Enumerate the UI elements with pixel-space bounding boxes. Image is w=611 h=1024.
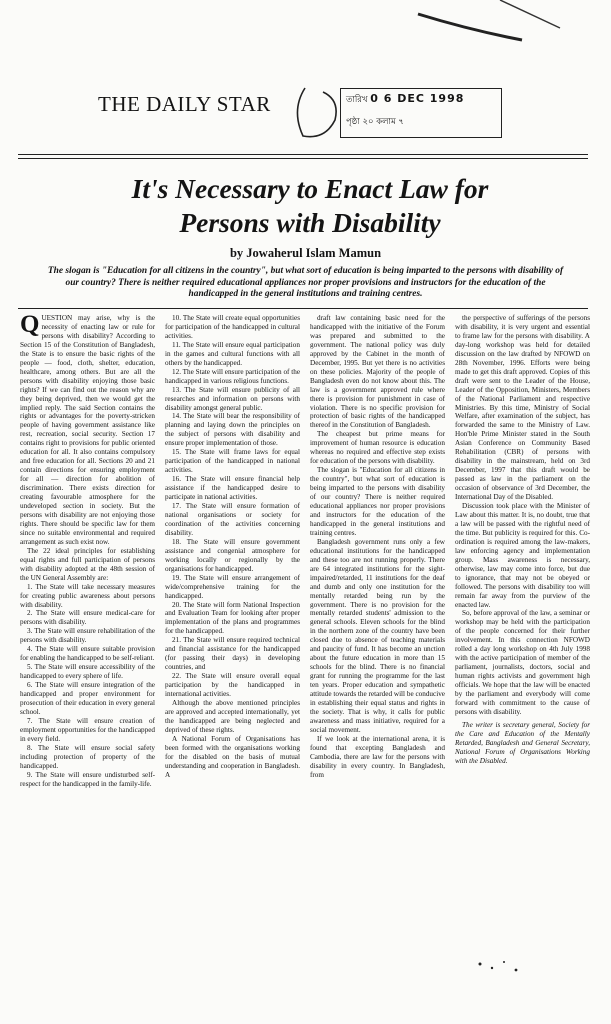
- article-paragraph: 14. The State will bear the responsibility of planning and laying down the principles on the subject of persons with disability and ensure proper implementation of those.: [165, 412, 300, 448]
- article-paragraph: The cheapest but prime means for improvement of human resource is education whereas no required and effective step exists for education of the persons with disability.: [310, 430, 445, 466]
- article-standfirst: The slogan is "Education for all citizens in the country", but what sort of education is being imparted to the persons with disability of our country? There is neither required educational appliances nor proper provisions and instructors for the education of the handicapped in the general institutions and training centres.: [47, 266, 564, 300]
- article-paragraph: 11. The State will ensure equal participation in the games and cultural functions with all others by the handicapped.: [165, 340, 300, 367]
- article-paragraph: Although the above mentioned principles are approved and accepted internationally, yet the handicapped are being neglected and deprived of these rights.: [165, 698, 300, 734]
- headline-line-2: Persons with Disability: [179, 207, 441, 238]
- newspaper-masthead: THE DAILY STAR: [98, 92, 271, 116]
- article-paragraph: So, before approval of the law, a seminar or workshop may be held with the participation of the people concerned for their further involvement. In this connection NFOWD rolled a day long workshop on 4th July 1998 with the active participation of member of the parliament, journalists, doctors, social and human rights activists and government high officials. We hope that the law will be enacted by the parliament and everybody will come forward with commitment to the cause of persons with disability.: [455, 609, 590, 716]
- date-stamp: [340, 88, 502, 138]
- article-column-1: [20, 311, 155, 789]
- article-paragraph: 2. The State will ensure medical-care for persons with disability.: [20, 609, 155, 627]
- headline-line-1: It's Necessary to Enact Law for: [131, 173, 489, 204]
- top-rule-inner: [18, 158, 588, 159]
- stamp-page-column: পৃষ্ঠা ২০ কলাম ৭: [346, 117, 404, 127]
- article-paragraph: 7. The State will ensure creation of employment opportunities for the handicapped in every field.: [20, 716, 155, 743]
- article-paragraph: 8. The State will ensure social safety including protection of property of the handicapped.: [20, 743, 155, 770]
- article-column-2: [165, 314, 300, 789]
- drop-cap: Q: [20, 311, 40, 338]
- article-paragraph: 21. The State will ensure required technical and financial assistance for the handicapped (for passing their days) in developing countries, and: [165, 636, 300, 672]
- article-paragraph: 1. The State will take necessary measures for creating public awareness about persons with disability.: [20, 582, 155, 609]
- article-body: [20, 311, 590, 789]
- article-paragraph: 9. The State will ensure undisturbed self-respect for the handicapped in the family-life.: [20, 770, 155, 788]
- article-paragraph: 3. The State will ensure rehabilitation of the persons with disability.: [20, 627, 155, 645]
- article-paragraph: 4. The State will ensure suitable provision for enabling the handicapped to be self-reliant.: [20, 645, 155, 663]
- article-paragraph: The 22 ideal principles for establishing equal rights and full participation of persons with disability adopted at the 48th session of the UN General Assembly are:: [20, 546, 155, 582]
- article-paragraph: 20. The State will form National Inspection and Evaluation Team for looking after proper implementation of the plans and programmes for the handicapped.: [165, 600, 300, 636]
- article-paragraph: 6. The State will ensure integration of the handicapped and proper environment for prosecution of their education in every general school.: [20, 681, 155, 716]
- body-rule: [18, 308, 588, 309]
- stamp-date: 0 6 DEC 1998: [370, 92, 465, 105]
- article-paragraph: If we look at the international arena, it is found that excepting Bangladesh and Cambodia, there are law for the persons with disability in every country. In Bangladesh, from: [310, 734, 445, 779]
- article-paragraph: 10. The State will create equal opportunities for participation of the handicapped in cultural activities.: [165, 314, 300, 340]
- article-column-3: [310, 314, 445, 789]
- article-paragraph: 22. The State will ensure overall equal participation by the handicapped in international activities.: [165, 672, 300, 699]
- top-rule: [18, 154, 588, 155]
- article-paragraph: 19. The State will ensure arrangement of wide/comprehensive training for the handicapped.: [165, 573, 300, 600]
- article-paragraph: Discussion took place with the Minister of Law about this matter. It is, no doubt, true that a law will be passed with the rightful need of the time. But publicity is required for this. Co-ordination is required among the law-makers, law enforcing agency and implementation group. Mass awareness is necessary, otherwise, law may come into force, but due to ignorance, that may not be obeyed or followed. The persons with disability too will remain far away from the purview of the enacted law.: [455, 502, 590, 609]
- article-paragraph: 17. The State will ensure formation of national organisations or society for coordination of the activities concerning disability.: [165, 502, 300, 537]
- article-paragraph: the perspective of sufferings of the persons with disability, it is very urgent and essential to frame law for the persons with disability. A day-long workshop was held for detailed discussion on the law drafted by NFOWD on 28th November, 1996. Efforts were being made to get this draft approved. Copies of this draft were sent to the Leader of the House, Leader of the Opposition, Ministers, Members of the National Parliament and respective Ministries. By this time, Ministry of Social Welfare, after examination of the subject, has forwarded the same to the Ministry of Law. Hon'ble Prime Minister stated in the South Asian Conference on Community Based Rehabilitation (CBR) of persons with disability in the mainstream, held on 3rd December, 1997 that this draft would be passed as law in the parliament on the occasion of observance of 3rd December, the International Day of the Disabled.: [455, 314, 590, 502]
- article-paragraph: draft law containing basic need for the handicapped with the initiative of the Forum was prepared and submitted to the government. The national policy was duly approved by the Cabinet in the month of December, 1995. But yet there is no activities on these policies. Majority of the people of Bangladesh even do not know about this. The law is a government approved rule where there is provision for punishment in case of violation. There is no specific provision for protection of basic rights of the handicapped thereof in the Constitution of Bangladesh.: [310, 314, 445, 430]
- article-paragraph: 18. The State will ensure government assistance and congenial atmosphere for working locally or regionally by the organisations for handicapped.: [165, 537, 300, 573]
- article-paragraph: Bangladesh government runs only a few educational institutions for the handicapped and these too are not running properly. There are 64 integrated institutions for the sight-impaired/retarded, 11 institutions for the deaf and dumb and only one institution for the mentally retarded being run by the government. There is no provision for the mentally retarded students' admission to the general schools. Eleven schools for the blind in the northern zone of the country have been closed due to absence of teaching materials and paucity of fund. It has become an unction about the future education in more than 15 schools for the blind. There is no financial grant for running the programme for the last ten years. Proper education and sympathetic attitude towards the retarded will be conducive in establishing their equal status and rights in the society. That is why, it calls for public awareness and mass initiative, required for a social movement.: [310, 537, 445, 734]
- article-paragraph: The writer is secretary general, Society for the Care and Education of the Mentally Retarded, Bangladesh and General Secretary, National Forum of Organisations Working with the Disabled.: [455, 720, 590, 765]
- article-paragraph: The slogan is "Education for all citizens in the country", but what sort of education is being imparted to the persons with disability of our country? There is neither required educational appliances nor proper provisions and instructors for the education of the handicapped in the general institutions and training centres.: [310, 466, 445, 537]
- stamp-date-label: তারিখ: [346, 95, 368, 105]
- article-paragraph: 15. The State will frame laws for equal participation of the handicapped in national activities.: [165, 448, 300, 475]
- article-paragraph: 5. The State will ensure accessibility of the handicapped to every sphere of life.: [20, 663, 155, 681]
- article-headline: [40, 172, 580, 240]
- handwritten-bracket-mark: [285, 80, 345, 150]
- article-paragraph: QUESTION may arise, why is the necessity of enacting law or rule for persons with disability? According to Section 15 of the Constitution of Bangladesh, the State is to ensure the basic rights of the people — food, cloth, shelter, education, healthcare, among others. But are all the persons with disability enjoying those basic rights? If we can find out the reason why are they being deprived, then we would get the implied reply. The said Section contains the rights or advantages for the poverty-stricken people of having government assistance like rest, recreation, social security. Section 17 contains right to provisions for public oriented education for all. It also contains compulsory and free education for all. Sections 20 and 21 contain directions for ensuring employment for all — direction for abolition of discrimination. There exists direction for creating favourable atmosphere for the undeveloped section in society. But the persons with disability are not enjoying those rights. There should be specific law for them since no suitable environmental and required arrangement as such exist now.: [20, 311, 155, 546]
- pen-scribble-mark: [0, 0, 611, 90]
- article-paragraph: 12. The State will ensure participation of the handicapped in various religious functions.: [165, 367, 301, 385]
- article-column-4: [455, 314, 590, 789]
- article-byline: by Jowaherul Islam Mamun: [229, 246, 382, 260]
- article-paragraph: A National Forum of Organisations has been formed with the organisations working for the disabled on the basis of mutual understanding and cooperation in Bangladesh. A: [165, 734, 300, 779]
- article-paragraph: 13. The State will ensure publicity of all researches and information on persons with disability amongst general public.: [165, 385, 300, 412]
- article-paragraph: 16. The State will ensure financial help assistance if the handicapped desire to participate in national activities.: [165, 475, 300, 502]
- scan-speck-marks: [470, 956, 550, 976]
